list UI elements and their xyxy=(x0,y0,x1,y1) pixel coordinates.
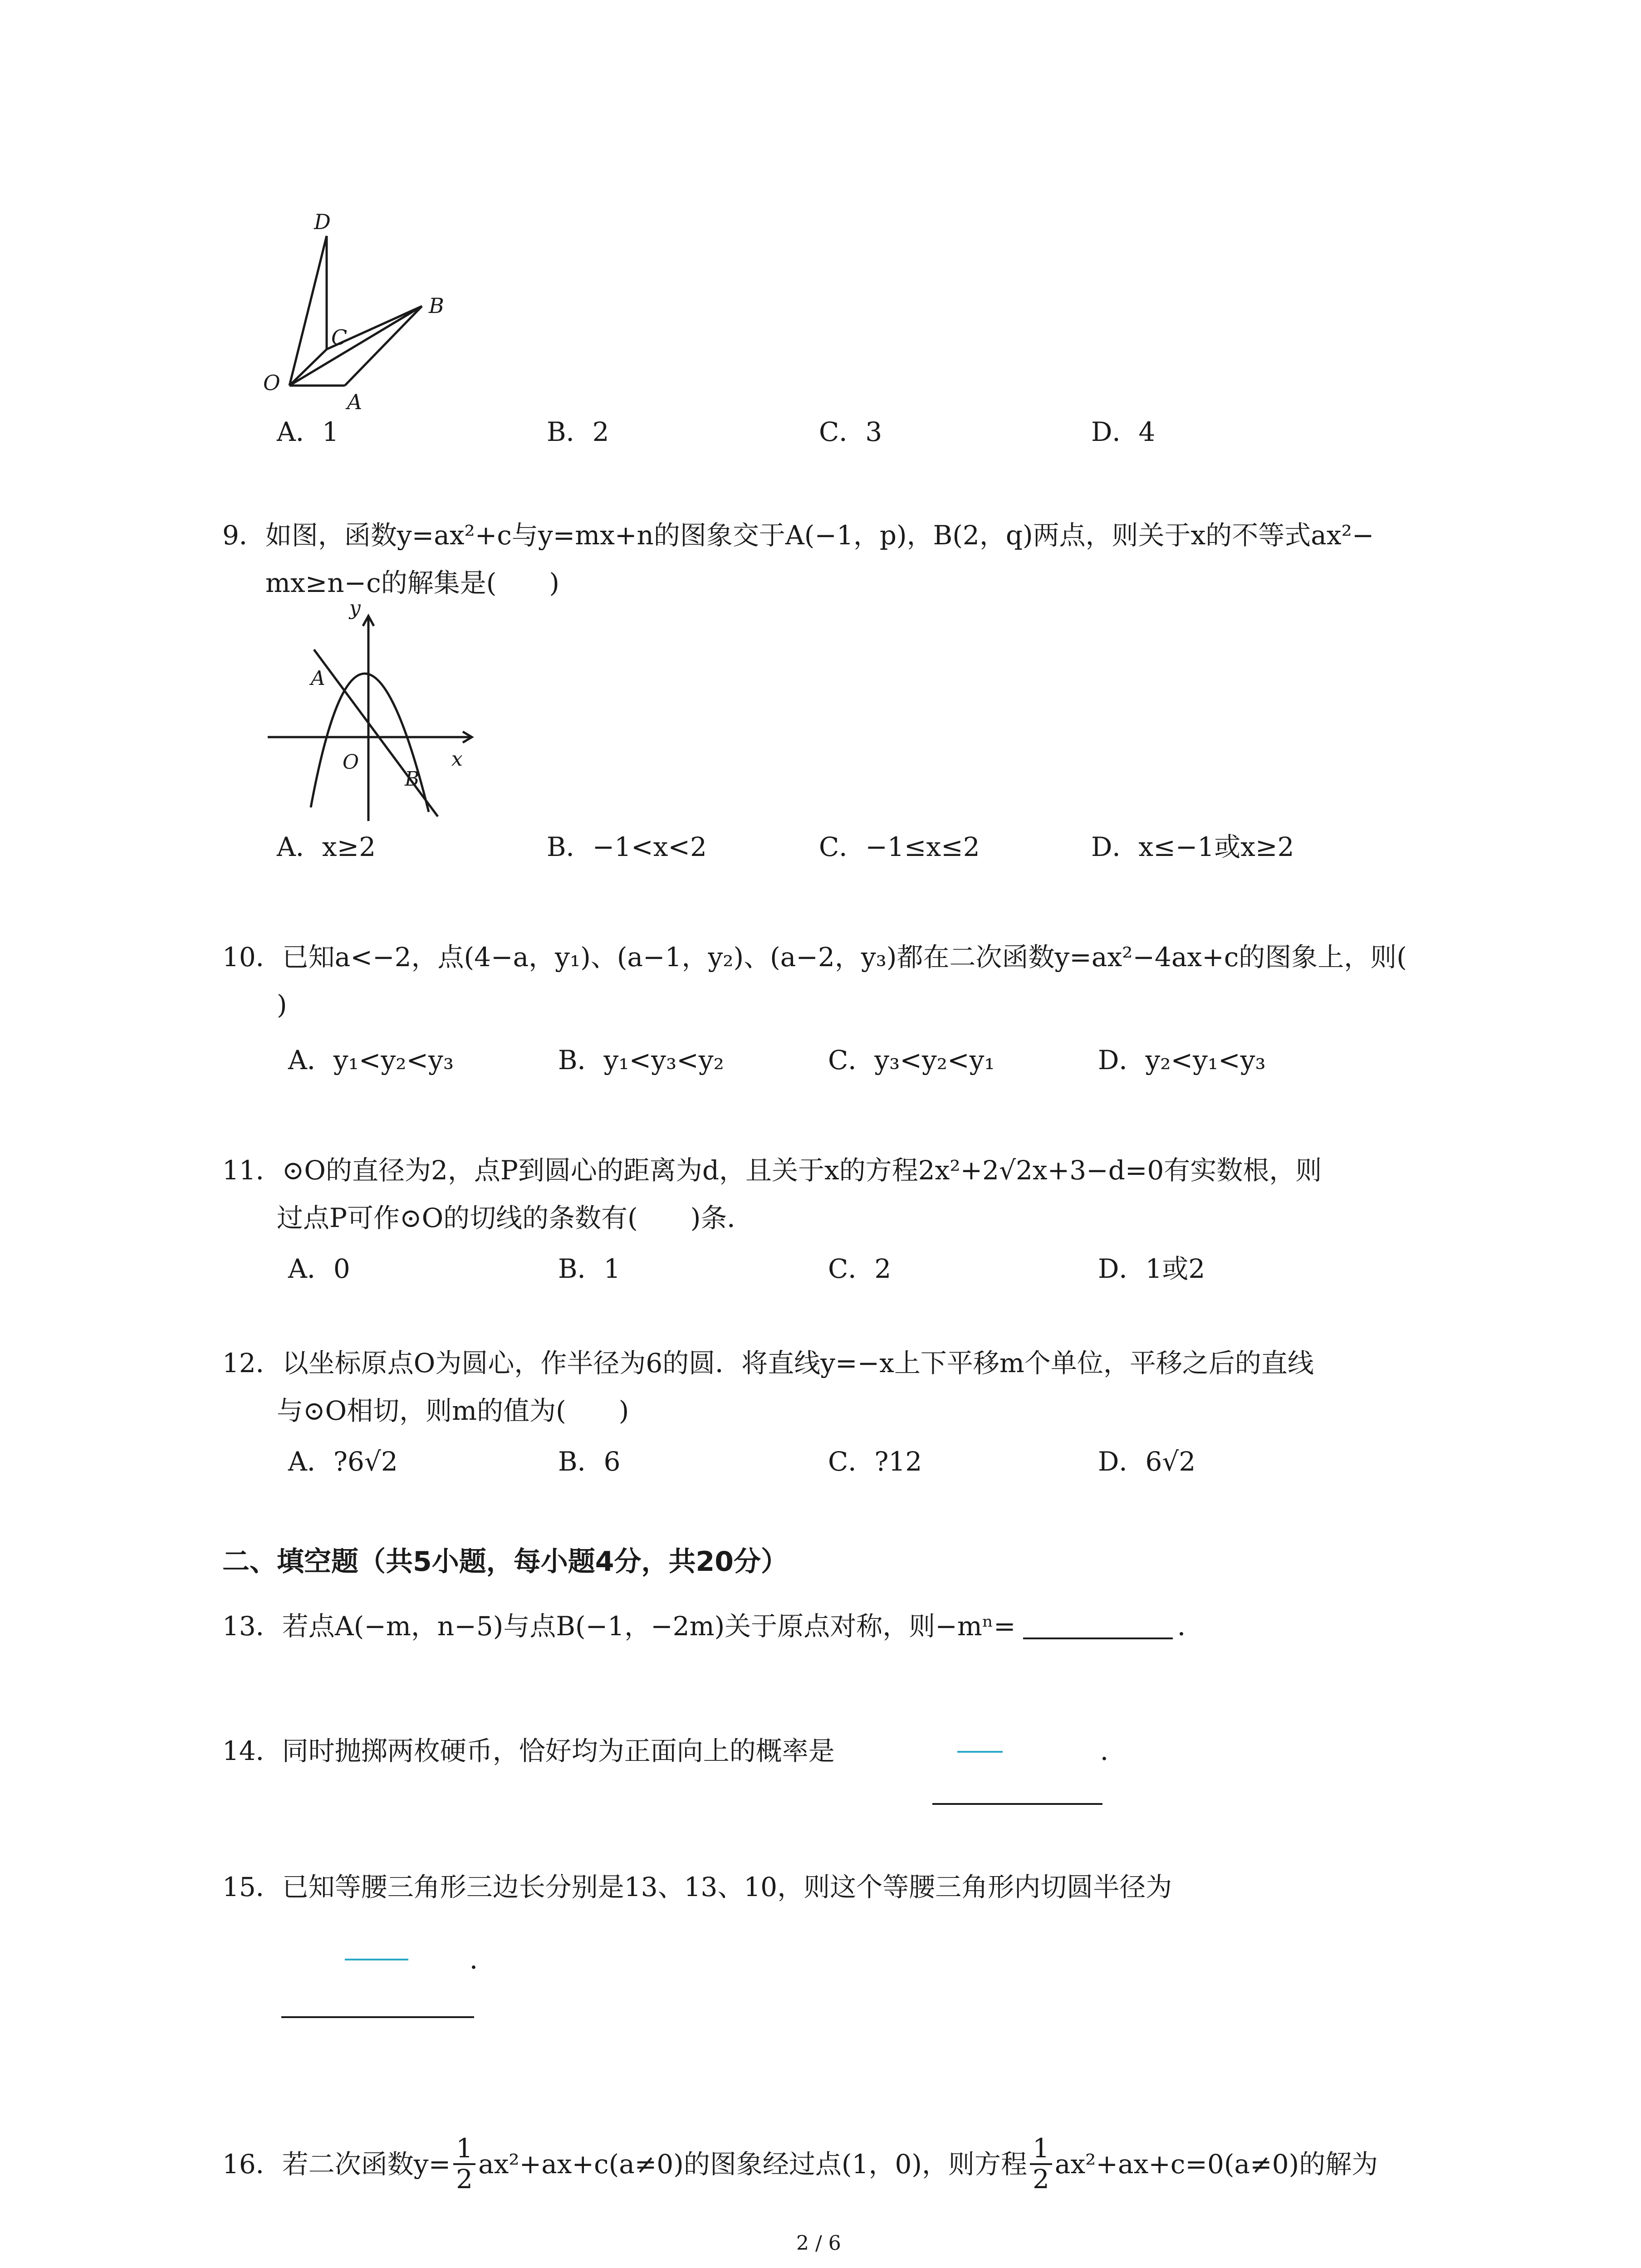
q16-fraction-2-den: 2 xyxy=(1032,2163,1049,2195)
q15-stem: 15．已知等腰三角形三边长分别是13、13、10，则这个等腰三角形内切圆半径为 xyxy=(222,1872,1172,1902)
q9-stem-line1: 9．如图，函数y=ax²+c与y=mx+n的图象交于A(−1，p)，B(2，q)两点，则关于x的不等式ax²− xyxy=(222,520,1374,551)
q16-fraction-1 xyxy=(453,2134,475,2194)
q15-end: ． xyxy=(470,1944,496,1975)
q15-answer-blank[interactable] xyxy=(281,2016,474,2018)
q12-option-d: D．6√2 xyxy=(1098,1446,1196,1477)
q9-label-O: O xyxy=(343,751,359,774)
q8-line-OD xyxy=(289,236,327,386)
q9-label-B: B xyxy=(405,767,420,791)
q13-end: ． xyxy=(1177,1611,1204,1642)
q12-option-b: B．6 xyxy=(558,1446,621,1477)
q11-option-b: B．1 xyxy=(558,1253,621,1284)
q16-fraction-2-num: 1 xyxy=(1030,2134,1052,2165)
q11-option-c: C．2 xyxy=(828,1253,892,1284)
q12-stem-line2: 与⊙O相切，则m的值为( ) xyxy=(277,1395,629,1426)
q8-label-A: A xyxy=(347,390,362,414)
q14-stem: 14．同时抛掷两枚硬币，恰好均为正面向上的概率是 xyxy=(222,1735,835,1766)
q14-fraction-bar xyxy=(957,1751,1003,1753)
q8-label-B: B xyxy=(429,293,444,318)
q9-figure xyxy=(263,599,490,826)
q9-label-y: y xyxy=(349,599,361,620)
q11-stem-line2: 过点P可作⊙O的切线的条数有( )条． xyxy=(277,1202,754,1233)
q10-stem-line2: ) xyxy=(277,989,287,1020)
q16-fraction-1-num: 1 xyxy=(453,2134,475,2165)
page-number: 2 / 6 xyxy=(796,2232,841,2255)
q10-option-d: D．y₂<y₁<y₃ xyxy=(1098,1045,1266,1075)
q10-option-b: B．y₁<y₃<y₂ xyxy=(558,1045,724,1075)
q8-option-b: B．2 xyxy=(547,416,609,447)
q8-option-a: A．1 xyxy=(277,416,339,447)
q16-fraction-1-den: 2 xyxy=(456,2163,473,2195)
q14-answer-blank[interactable] xyxy=(932,1803,1102,1805)
q16-suffix: ax²+ax+c=0(a≠0)的解为 xyxy=(1054,2148,1378,2180)
q9-option-b: B．−1<x<2 xyxy=(547,831,707,862)
q12-stem-line1: 12．以坐标原点O为圆心，作半径为6的圆．将直线y=−x上下平移m个单位，平移之后的直线 xyxy=(222,1348,1314,1378)
q12-option-a: A．?6√2 xyxy=(288,1446,398,1477)
q11-stem-line1: 11．⊙O的直径为2，点P到圆心的距离为d，且关于x的方程2x²+2√2x+3−d=0有实数根，则 xyxy=(222,1155,1322,1186)
q15-fraction-bar xyxy=(345,1959,408,1960)
q11-option-a: A．0 xyxy=(288,1253,350,1284)
q10-option-a: A．y₁<y₂<y₃ xyxy=(288,1045,454,1075)
q9-parabola xyxy=(311,674,429,812)
q8-label-D: D xyxy=(314,210,331,234)
q9-line xyxy=(314,650,438,816)
q11-option-d: D．1或2 xyxy=(1098,1253,1205,1284)
q16-stem xyxy=(222,2134,1378,2194)
q9-option-a: A．x≥2 xyxy=(277,831,376,862)
q8-label-O: O xyxy=(263,371,280,395)
q13-stem: 13．若点A(−m，n−5)与点B(−1，−2m)关于原点对称，则−mⁿ= xyxy=(222,1611,1016,1642)
q16-mid: ax²+ax+c(a≠0)的图象经过点(1，0)，则方程 xyxy=(478,2148,1027,2180)
section-heading: 二、填空题（共5小题，每小题4分，共20分） xyxy=(222,1546,788,1578)
q8-figure xyxy=(254,204,490,417)
q9-label-A: A xyxy=(311,667,325,690)
q14-end: ． xyxy=(1100,1735,1127,1766)
q10-option-c: C．y₃<y₂<y₁ xyxy=(828,1045,995,1075)
q10-stem-line1: 10．已知a<−2，点(4−a，y₁)、(a−1，y₂)、(a−2，y₃)都在二次函数y=ax²−4ax+c的图象上，则( xyxy=(222,942,1407,973)
q16-prefix: 16．若二次函数y= xyxy=(222,2148,451,2180)
q8-label-C: C xyxy=(331,325,348,350)
q12-option-c: C．?12 xyxy=(828,1446,922,1477)
q9-option-c: C．−1≤x≤2 xyxy=(819,831,980,862)
q8-option-d: D．4 xyxy=(1091,416,1156,447)
q16-fraction-2 xyxy=(1030,2134,1052,2194)
q9-stem-line2: mx≥n−c的解集是( ) xyxy=(265,567,559,598)
q13-answer-blank[interactable] xyxy=(1023,1637,1173,1639)
q9-label-x: x xyxy=(451,748,463,771)
q8-option-c: C．3 xyxy=(819,416,882,447)
q9-option-d: D．x≤−1或x≥2 xyxy=(1091,831,1294,862)
